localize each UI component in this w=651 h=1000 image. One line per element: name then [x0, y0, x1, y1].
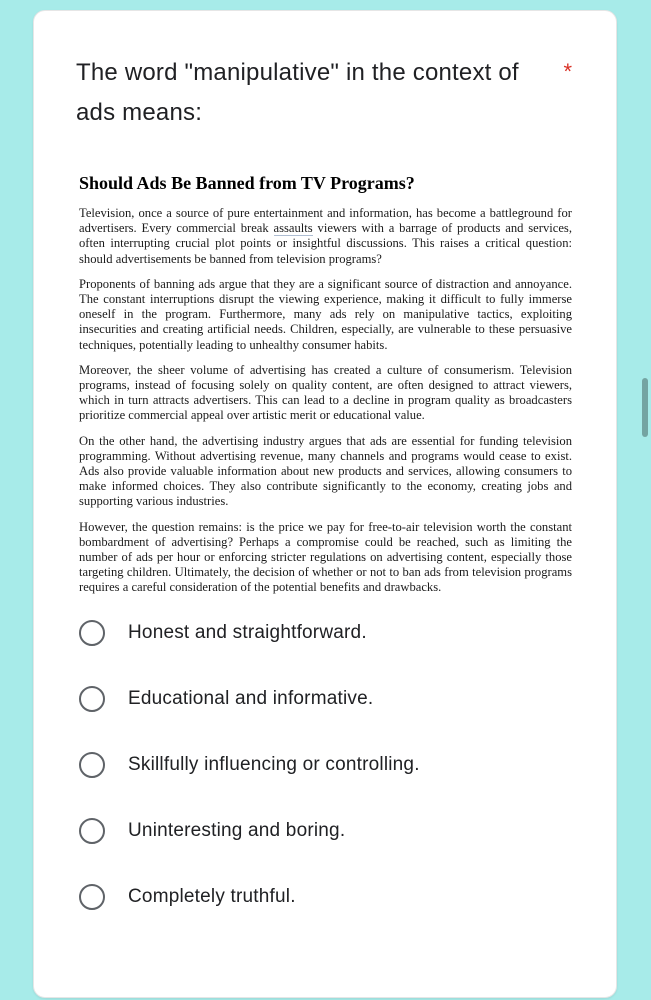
passage-marked-word: assaults: [273, 221, 313, 236]
option-row-completely[interactable]: [79, 884, 574, 910]
passage-paragraph: [79, 206, 572, 267]
question-card: [33, 10, 617, 998]
option-label: Educational and informative.: [128, 687, 374, 709]
option-row-uninteresting[interactable]: [79, 818, 574, 844]
options-list: [76, 620, 574, 910]
passage-heading: Should Ads Be Banned from TV Programs?: [79, 173, 415, 193]
radio-button-icon[interactable]: [79, 818, 105, 844]
required-asterisk: *: [563, 59, 572, 84]
radio-button-icon[interactable]: [79, 884, 105, 910]
option-label: Uninteresting and boring.: [128, 819, 346, 841]
passage-paragraph-text: viewers with a barrage of products and services, often interrupting crucial plot points or insightful discussions. This raises a critical question: should advertisements be banned from television programs?: [79, 221, 572, 266]
question-title: The word "manipulative" in the context of ads means:: [76, 59, 519, 126]
passage-paragraph: On the other hand, the advertising industry argues that ads are essential for funding television programming. Without advertising revenue, many channels and programs would cease to exist. Ads also provide valuable information about new products and services, allowing consumers to make informed choices. They also contribute significantly to the economy, creating jobs and supporting various industries.: [79, 433, 572, 509]
passage-paragraph: Moreover, the sheer volume of advertising has created a culture of consumerism. Television programs, instead of focusing solely on quality content, are often designed to attract viewers, which in turn attracts advertisers. This can lead to a decline in program quality as broadcasters prioritize commercial appeal over artistic merit or educational value.: [79, 362, 572, 423]
passage-paragraph: However, the question remains: is the price we pay for free-to-air television worth the constant bombardment of advertising? Perhaps a compromise could be reached, such as limiting the number of ads per hour or enforcing stricter regulations on advertising content, especially those targeting children. Ultimately, the decision of whether or not to ban ads from television programs requires a careful consideration of the potential benefits and drawbacks.: [79, 519, 572, 595]
radio-button-icon[interactable]: [79, 686, 105, 712]
option-label: Honest and straightforward.: [128, 621, 367, 643]
option-label: Completely truthful.: [128, 885, 296, 907]
scrollbar-thumb[interactable]: [642, 378, 648, 437]
option-row-educational[interactable]: [79, 686, 574, 712]
option-row-honest[interactable]: [79, 620, 574, 646]
radio-button-icon[interactable]: [79, 620, 105, 646]
passage-paragraph-text: Television, once a source of pure entertainment and information, has become a battleground for advertisers. Every commercial break: [79, 206, 572, 236]
radio-button-icon[interactable]: [79, 752, 105, 778]
option-label: Skillfully influencing or controlling.: [128, 753, 420, 775]
passage-image: [79, 173, 572, 596]
option-row-skillfully[interactable]: [79, 752, 574, 778]
passage-paragraph: Proponents of banning ads argue that they are a significant source of distraction and annoyance. The constant interruptions disrupt the viewing experience, making it difficult to fully immerse oneself in the program. Furthermore, many ads rely on manipulative tactics, exploiting insecurities and creating artificial needs. Children, especially, are vulnerable to these persuasive techniques, potentially leading to unhealthy consumer habits.: [79, 276, 572, 352]
question-header: [76, 53, 574, 133]
